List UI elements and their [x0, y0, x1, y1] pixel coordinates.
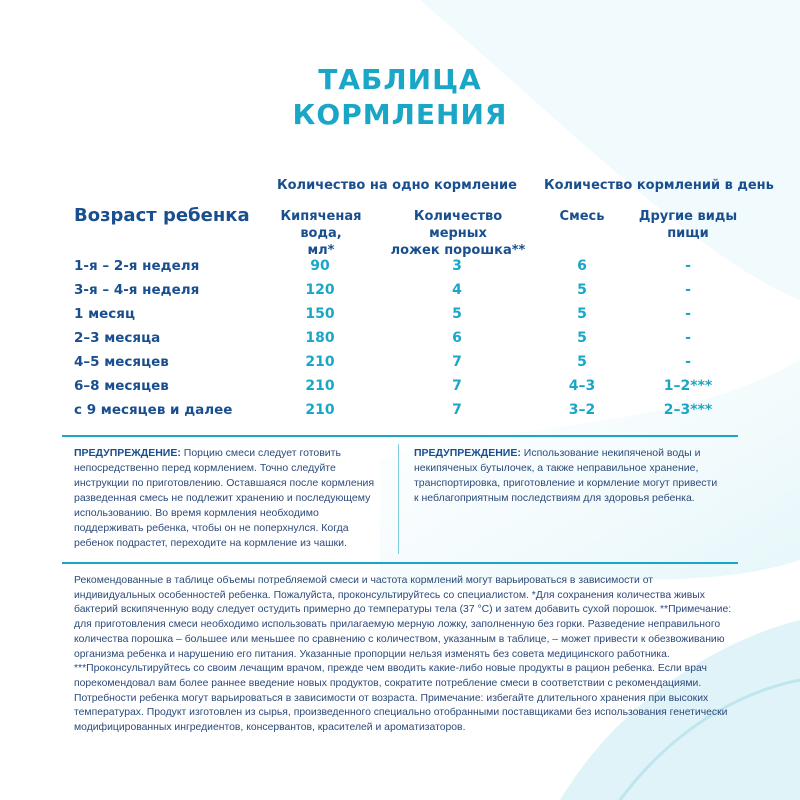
row-other: 1–2*** — [663, 378, 713, 394]
row-age: 4–5 месяцев — [74, 354, 169, 370]
table-row — [0, 306, 800, 328]
mix-column-header: Смесь — [559, 209, 605, 224]
row-spoons: 7 — [452, 354, 462, 370]
other-food-column-header — [636, 208, 740, 242]
row-age: 3-я – 4-я неделя — [74, 282, 200, 298]
row-age: 2–3 месяца — [74, 330, 161, 346]
title-line-2: КОРМЛЕНИЯ — [292, 98, 508, 131]
group-header-per-feeding: Количество на одно кормление — [277, 178, 517, 193]
row-age: 1-я – 2-я неделя — [74, 258, 200, 274]
row-mix: 3–2 — [568, 402, 596, 418]
row-age: с 9 месяцев и далее — [74, 402, 233, 418]
warning-left-label: ПРЕДУПРЕЖДЕНИЕ: — [74, 447, 181, 459]
row-mix: 5 — [577, 354, 587, 370]
row-mix: 6 — [577, 258, 587, 274]
row-water: 120 — [305, 282, 335, 298]
row-mix: 4–3 — [568, 378, 596, 394]
row-other: 2–3*** — [663, 402, 713, 418]
page-title — [0, 62, 800, 132]
row-mix: 5 — [577, 306, 587, 322]
table-divider — [62, 435, 738, 437]
table-row — [0, 282, 800, 304]
row-water: 210 — [305, 402, 335, 418]
age-column-header: Возраст ребенка — [74, 205, 250, 226]
row-other: - — [685, 306, 691, 322]
row-water: 180 — [305, 330, 335, 346]
footnote-divider — [62, 562, 738, 564]
row-water: 90 — [310, 258, 330, 274]
row-other: - — [685, 354, 691, 370]
row-spoons: 7 — [452, 402, 462, 418]
warning-left — [74, 446, 386, 551]
row-spoons: 5 — [452, 306, 462, 322]
group-header-per-day: Количество кормлений в день — [544, 178, 774, 193]
warnings-vertical-divider — [398, 444, 399, 554]
table-row — [0, 258, 800, 280]
spoons-header-line-1: Количество мерных — [413, 209, 503, 241]
water-column-header — [262, 208, 380, 259]
table-row — [0, 378, 800, 400]
table-row — [0, 330, 800, 352]
title-line-1: ТАБЛИЦА — [318, 63, 482, 96]
row-spoons: 3 — [452, 258, 462, 274]
row-mix: 5 — [577, 282, 587, 298]
other-header-line-1: Другие виды — [638, 209, 738, 224]
water-header-line-2: мл* — [307, 243, 335, 258]
row-mix: 5 — [577, 330, 587, 346]
table-row — [0, 354, 800, 376]
row-water: 150 — [305, 306, 335, 322]
row-spoons: 6 — [452, 330, 462, 346]
row-age: 1 месяц — [74, 306, 135, 322]
table-row — [0, 402, 800, 424]
warning-left-text: Порцию смеси следует готовить непосредственно перед кормлением. Точно следуйте инструкции по приготовлению. Оставшаяся после кормления разведенная смесь не подлежит хранению и последующему использованию. Во время кормления необходимо поддерживать ребенка, чтобы он не поперхнулся. Когда ребенок подрастет, переходите на кормление из чашки. — [74, 447, 375, 549]
other-header-line-2: пищи — [667, 226, 709, 241]
warning-right — [414, 446, 724, 506]
row-other: - — [685, 282, 691, 298]
row-age: 6–8 месяцев — [74, 378, 169, 394]
row-other: - — [685, 258, 691, 274]
row-spoons: 4 — [452, 282, 462, 298]
row-water: 210 — [305, 354, 335, 370]
row-other: - — [685, 330, 691, 346]
spoons-header-line-2: ложек порошка** — [390, 243, 526, 258]
row-spoons: 7 — [452, 378, 462, 394]
footnote-text: Рекомендованные в таблице объемы потребляемой смеси и частота кормлений могут варьироваться в зависимости от индивидуальных особенностей ребенка. Пожалуйста, проконсультируйтесь со специалистом. *Для сохранения количества живых бактерий вскипяченную воду следует остудить примерно до температуры тела (37 °С) и затем добавить сухой порошок. **Примечание: для приготовления смеси необходимо использовать прилагаемую мерную ложку, заполненную без горки. Разведение неправильного количества порошка – большее или меньшее по сравнению с количеством, указанным в таблице, – может привести к обезвоживанию организма ребенка и нарушению его питания. Указанные пропорции нельзя изменять без совета медицинского работника. ***Проконсультируйтесь со своим лечащим врачом, прежде чем вводить какие-либо новые продукты в рацион ребенка. Если врач порекомендовал вам более раннее введение новых продуктов, сократите потребление смеси в соответствии с рекомендациями. Потребности ребенка могут варьироваться в зависимости от возраста. Примечание: избегайте длительного хранения при высоких температурах. Продукт изготовлен из сырья, произведенного специально отобранными поставщиками без использования генетически модифицированных ингредиентов, консервантов, красителей и ароматизаторов. — [74, 575, 732, 734]
warning-right-text: Использование некипяченой воды и некипяченых бутылочек, а также неправильное хранение, транспортировка, приготовление и кормление могут привести к неблагоприятным последствиям для здоровья ребенка. — [414, 447, 718, 504]
warning-right-label: ПРЕДУПРЕЖДЕНИЕ: — [414, 447, 521, 459]
row-water: 210 — [305, 378, 335, 394]
spoons-column-header — [390, 208, 526, 259]
water-header-line-1: Кипяченая вода, — [280, 209, 362, 241]
